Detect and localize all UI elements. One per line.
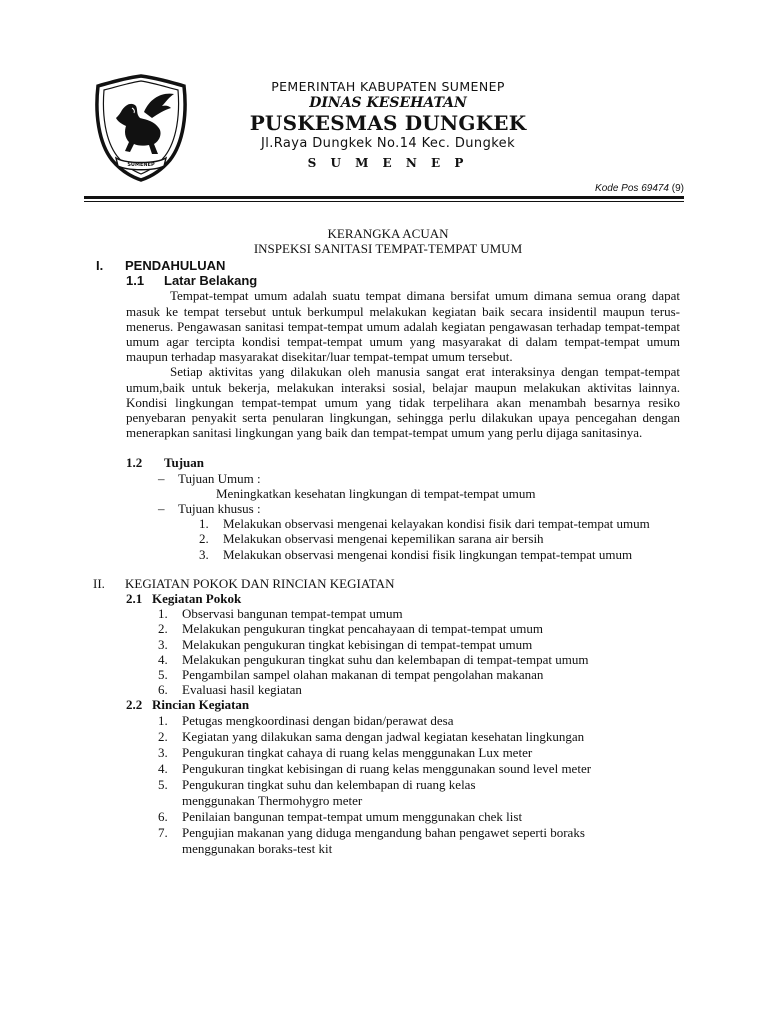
- section2-heading: [93, 576, 680, 591]
- list-item-number: 3.: [158, 636, 168, 652]
- letterhead-department: DINAS KESEHATAN: [309, 95, 467, 111]
- letterhead-address: Jl.Raya Dungkek No.14 Kec. Dungkek: [260, 136, 516, 151]
- list-item: [158, 777, 680, 809]
- list-item-text: Pengukuran tingkat cahaya di ruang kelas menggunakan Lux meter: [182, 744, 533, 760]
- document-body: [93, 226, 680, 857]
- list-item: [158, 606, 680, 621]
- dash-bullet: –: [158, 501, 165, 517]
- background-number: 1.1: [126, 273, 145, 289]
- document-title-line2: INSPEKSI SANITASI TEMPAT-TEMPAT UMUM: [253, 241, 523, 257]
- main-activities-list: [96, 606, 680, 697]
- document-title-line1: KERANGKA ACUAN: [327, 226, 449, 241]
- background-paragraph-1: Tempat-tempat umum adalah suatu tempat dimana bersifat umum dimana semua orang dapat masuk ke tempat tersebut untuk berkumpul melakukan kegiatan baik secara insidentil maupun terus-menerus. Pengawasan sanitasi tempat-tempat umum adalah kegiatan pengawasan terhadap tempat-tempat umum agar tercipta kondisi tempat-tempat umum yang masyarakat di dalam tempat-tempat umum maupun terhadap masyarakat disekitar/luar tempat-tempat umum tersebut.: [126, 288, 680, 365]
- letterhead-city: S U M E N E P: [307, 156, 469, 170]
- list-item: [158, 667, 680, 682]
- list-item-text: Melakukan observasi mengenai kelayakan kondisi fisik dari tempat-tempat umum: [223, 516, 650, 532]
- list-item: [158, 729, 680, 745]
- list-item-text: Melakukan observasi mengenai kepemilikan sarana air bersih: [223, 531, 544, 547]
- list-item: [158, 621, 680, 636]
- list-item: [158, 652, 680, 667]
- list-item-text: Pengambilan sampel olahan makanan di tempat pengolahan makanan: [182, 667, 544, 683]
- goals-title: Tujuan: [164, 455, 204, 471]
- general-goal-text: Meningkatkan kesehatan lingkungan di tempat-tempat umum: [216, 485, 536, 501]
- goals-heading: [96, 455, 680, 470]
- section1-title: PENDAHULUAN: [125, 258, 226, 274]
- general-goal-label: Tujuan Umum :: [178, 470, 261, 486]
- specific-goal-label-row: [96, 501, 680, 516]
- list-item-text: Melakukan observasi mengenai kondisi fisik lingkungan tempat-tempat umum: [223, 546, 633, 562]
- background-heading: [96, 273, 680, 288]
- specific-goal-label: Tujuan khusus :: [178, 501, 261, 517]
- letterhead-government: PEMERINTAH KABUPATEN SUMENEP: [271, 79, 505, 94]
- list-item-text: Melakukan pengukuran tingkat suhu dan kelembapan di tempat-tempat umum: [182, 651, 589, 667]
- regency-emblem-icon: [92, 72, 190, 182]
- list-item-number: 5.: [158, 667, 168, 683]
- background-paragraph-2: Setiap aktivitas yang dilakukan oleh manusia sangat erat interaksinya dengan tempat-tempat umum,baik untuk bekerja, melakukan interaksi sosial, belajar maupun melakukan aktivitas lainnya. Kondisi lingkungan tempat-tempat umum yang tidak terpelihara akan menambah besarnya resiko penyebaran penyakit serta penularan lingkungan, sehingga perlu dilakukan upaya pencegahan dengan menerapkan sanitasi lingkungan yang baik dan tempat-tempat umum yang perlu dijaga sanitasinya.: [126, 364, 680, 441]
- list-item: [158, 682, 680, 697]
- background-text: [96, 288, 680, 440]
- section2-title: KEGIATAN POKOK DAN RINCIAN KEGIATAN: [125, 575, 395, 591]
- list-item-number: 4.: [158, 760, 168, 776]
- list-item-number: 6.: [158, 808, 168, 824]
- list-item-number: 4.: [158, 651, 168, 667]
- list-item-number: 3.: [158, 744, 168, 760]
- main-activities-number: 2.1: [126, 591, 143, 607]
- list-item-number: 1.: [158, 606, 168, 622]
- letterhead-institution: PUSKESMAS DUNGKEK: [249, 111, 527, 135]
- postal-code-suffix: (9): [669, 183, 684, 194]
- general-goal-label-row: [96, 471, 680, 486]
- main-activities-title: Kegiatan Pokok: [152, 591, 242, 607]
- list-item-text: Melakukan pengukuran tingkat pencahayaan di tempat-tempat umum: [182, 621, 543, 637]
- list-item-text: Evaluasi hasil kegiatan: [182, 682, 302, 698]
- list-item: [158, 809, 680, 825]
- section1-heading: [96, 258, 680, 273]
- list-item: [158, 761, 680, 777]
- section2-number: II.: [93, 575, 105, 591]
- section1-number: I.: [96, 258, 104, 274]
- list-item-number: 3.: [199, 546, 209, 562]
- list-item-text: Pengukuran tingkat suhu dan kelembapan di ruang kelas menggunakan Thermohygro meter: [182, 776, 476, 808]
- list-item-text: Observasi bangunan tempat-tempat umum: [182, 606, 403, 622]
- main-activities-heading: [96, 591, 680, 606]
- list-item-text: Pengukuran tingkat kebisingan di ruang kelas menggunakan sound level meter: [182, 760, 592, 776]
- list-item-number: 7.: [158, 824, 168, 840]
- list-item: [158, 637, 680, 652]
- list-item: [199, 516, 680, 531]
- list-item-number: 2.: [158, 621, 168, 637]
- list-item-text: Penilaian bangunan tempat-tempat umum menggunakan chek list: [182, 808, 523, 824]
- list-item-text: Petugas mengkoordinasi dengan bidan/perawat desa: [182, 712, 454, 728]
- letterhead-rule-thick: [84, 196, 684, 199]
- list-item-number: 1.: [199, 516, 209, 532]
- emblem-caption: SUMENEP: [127, 162, 155, 168]
- activity-details-title: Rincian Kegiatan: [152, 697, 250, 713]
- list-item-number: 2.: [199, 531, 209, 547]
- dash-bullet: –: [158, 470, 165, 486]
- list-item-number: 6.: [158, 682, 168, 698]
- list-item-number: 5.: [158, 776, 168, 792]
- list-item: [158, 713, 680, 729]
- list-item-number: 1.: [158, 712, 168, 728]
- specific-goals-list: [96, 516, 680, 562]
- list-item: [199, 531, 680, 546]
- postal-code: [595, 183, 684, 194]
- goals-number: 1.2: [126, 455, 143, 471]
- list-item: [158, 825, 680, 857]
- list-item-number: 2.: [158, 728, 168, 744]
- activity-details-heading: [96, 697, 680, 712]
- list-item: [199, 547, 680, 562]
- activity-details-number: 2.2: [126, 697, 143, 713]
- list-item-text: Melakukan pengukuran tingkat kebisingan di tempat-tempat umum: [182, 636, 533, 652]
- letterhead-rule-thin: [84, 201, 684, 202]
- list-item-text: Kegiatan yang dilakukan sama dengan jadwal kegiatan kesehatan lingkungan: [182, 728, 585, 744]
- background-title: Latar Belakang: [164, 273, 258, 289]
- list-item-text: Pengujian makanan yang diduga mengandung bahan pengawet seperti boraks menggunakan boraks-test kit: [182, 824, 585, 856]
- activity-details-list: [96, 713, 680, 857]
- postal-code-label: Kode Pos 69474: [595, 183, 669, 194]
- list-item: [158, 745, 680, 761]
